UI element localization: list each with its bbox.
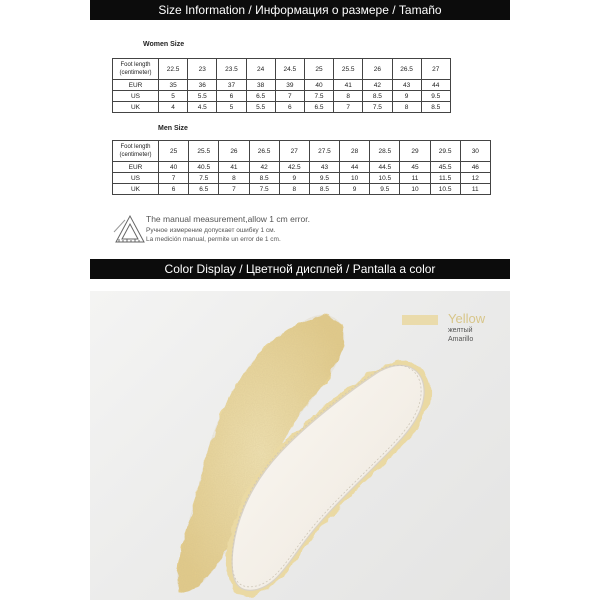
size-row (113, 184, 491, 195)
size-cell: 6 (159, 184, 189, 195)
size-cell: 4.5 (188, 102, 217, 113)
size-row (113, 91, 451, 102)
size-cell: 9.5 (309, 173, 339, 184)
size-cell: 9.5 (421, 91, 450, 102)
size-cell: 4 (159, 102, 188, 113)
size-cell: 45.5 (430, 162, 460, 173)
measurement-note-spanish: La medición manual, permite un error de 1 cm. (146, 236, 281, 243)
foot-length-cell: 23 (188, 59, 217, 80)
color-name-russian: желтый (448, 327, 473, 334)
measurement-note-english: The manual measurement,allow 1 cm error. (146, 214, 310, 224)
yellow-color-swatch (402, 315, 438, 325)
size-system-label: UK (113, 102, 159, 113)
foot-length-row (113, 141, 491, 162)
size-cell: 7.5 (304, 91, 333, 102)
size-cell: 8.5 (363, 91, 392, 102)
foot-length-cell: 25 (159, 141, 189, 162)
size-row (113, 162, 491, 173)
size-cell: 42 (249, 162, 279, 173)
size-cell: 8 (334, 91, 363, 102)
size-cell: 40.5 (189, 162, 219, 173)
size-cell: 8 (219, 173, 249, 184)
foot-length-cell: 27 (421, 59, 450, 80)
foot-length-cell: 26.5 (392, 59, 421, 80)
size-cell: 43 (309, 162, 339, 173)
foot-length-cell: 27 (279, 141, 309, 162)
size-cell: 12 (460, 173, 490, 184)
foot-length-cell: 28.5 (370, 141, 400, 162)
size-cell: 40 (304, 80, 333, 91)
foot-length-cell: 26.5 (249, 141, 279, 162)
size-cell: 7.5 (363, 102, 392, 113)
foot-length-cell: 24.5 (275, 59, 304, 80)
size-cell: 8 (392, 102, 421, 113)
size-cell: 42.5 (279, 162, 309, 173)
size-cell: 11 (400, 173, 430, 184)
size-cell: 46 (460, 162, 490, 173)
size-cell: 6.5 (246, 91, 275, 102)
size-cell: 11 (460, 184, 490, 195)
size-cell: 6 (217, 91, 246, 102)
size-row (113, 80, 451, 91)
size-row (113, 102, 451, 113)
size-cell: 10 (400, 184, 430, 195)
size-cell: 9 (340, 184, 370, 195)
foot-length-row (113, 59, 451, 80)
size-cell: 8.5 (309, 184, 339, 195)
size-cell: 5 (159, 91, 188, 102)
foot-length-cell: 25 (304, 59, 333, 80)
size-cell: 9 (279, 173, 309, 184)
size-cell: 39 (275, 80, 304, 91)
size-cell: 44 (340, 162, 370, 173)
size-cell: 44 (421, 80, 450, 91)
size-system-label: UK (113, 184, 159, 195)
size-system-label: US (113, 91, 159, 102)
size-row (113, 173, 491, 184)
size-cell: 9.5 (370, 184, 400, 195)
size-system-label: EUR (113, 162, 159, 173)
size-cell: 8.5 (249, 173, 279, 184)
foot-length-cell: 22.5 (159, 59, 188, 80)
size-cell: 7 (334, 102, 363, 113)
size-cell: 6.5 (304, 102, 333, 113)
size-cell: 9 (392, 91, 421, 102)
size-cell: 41 (334, 80, 363, 91)
size-cell: 43 (392, 80, 421, 91)
size-cell: 7 (159, 173, 189, 184)
men-size-title: Men Size (158, 125, 188, 132)
size-cell: 10 (340, 173, 370, 184)
men-size-table (112, 140, 491, 195)
foot-length-label: Foot length (centimeter) (113, 141, 159, 162)
foot-length-cell: 25.5 (189, 141, 219, 162)
foot-length-cell: 26 (219, 141, 249, 162)
size-cell: 36 (188, 80, 217, 91)
size-cell: 8 (279, 184, 309, 195)
size-cell: 5.5 (246, 102, 275, 113)
color-name-english: Yellow (448, 311, 486, 326)
size-cell: 41 (219, 162, 249, 173)
size-cell: 6.5 (189, 184, 219, 195)
size-cell: 42 (363, 80, 392, 91)
foot-length-cell: 27.5 (309, 141, 339, 162)
foot-length-cell: 25.5 (334, 59, 363, 80)
size-cell: 5.5 (188, 91, 217, 102)
size-cell: 5 (217, 102, 246, 113)
foot-length-label: Foot length (centimeter) (113, 59, 159, 80)
foot-length-cell: 26 (363, 59, 392, 80)
women-size-title: Women Size (143, 41, 185, 48)
size-cell: 7.5 (249, 184, 279, 195)
color-display-banner: Color Display / Цветной дисплей / Pantalla a color (90, 259, 510, 279)
size-cell: 8.5 (421, 102, 450, 113)
size-cell: 7 (275, 91, 304, 102)
size-cell: 7.5 (189, 173, 219, 184)
size-cell: 7 (219, 184, 249, 195)
color-name-spanish: Amarillo (448, 336, 474, 343)
insoles-image (90, 291, 510, 600)
size-cell: 6 (275, 102, 304, 113)
product-photo (90, 291, 510, 600)
size-cell: 37 (217, 80, 246, 91)
size-cell: 38 (246, 80, 275, 91)
size-cell: 45 (400, 162, 430, 173)
size-cell: 44.5 (370, 162, 400, 173)
ruler-triangle-icon (113, 212, 147, 246)
size-system-label: US (113, 173, 159, 184)
size-cell: 11.5 (430, 173, 460, 184)
foot-length-cell: 30 (460, 141, 490, 162)
measurement-note-russian: Ручное измерение допускает ошибку 1 см. (146, 227, 276, 234)
foot-length-cell: 29.5 (430, 141, 460, 162)
foot-length-cell: 24 (246, 59, 275, 80)
foot-length-cell: 29 (400, 141, 430, 162)
size-cell: 40 (159, 162, 189, 173)
size-cell: 35 (159, 80, 188, 91)
women-size-table (112, 58, 451, 113)
size-cell: 10.5 (430, 184, 460, 195)
size-system-label: EUR (113, 80, 159, 91)
foot-length-cell: 28 (340, 141, 370, 162)
size-information-banner: Size Information / Информация о размере / Tamaño (90, 0, 510, 20)
foot-length-cell: 23.5 (217, 59, 246, 80)
size-cell: 10.5 (370, 173, 400, 184)
